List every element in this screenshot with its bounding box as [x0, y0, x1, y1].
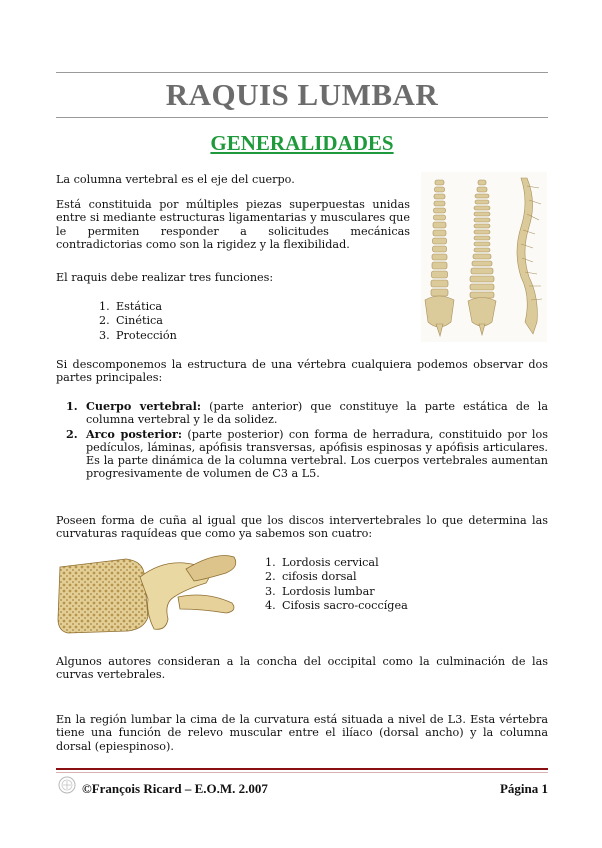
header-rule-top	[56, 72, 548, 73]
term-cuerpo-vertebral: Cuerpo vertebral:	[86, 399, 201, 413]
vertebra-illustration	[56, 547, 240, 639]
page-title: RAQUIS LUMBAR	[165, 77, 439, 112]
footer-logo	[58, 776, 76, 794]
section-heading: GENERALIDADES	[210, 131, 394, 155]
paragraph-vertebra-parts: Si descomponemos la estructura de una vértebra cualquiera podemos observar dos partes principales:	[56, 358, 548, 385]
list-item: 1. Cuerpo vertebral: (parte anterior) que constituye la parte estática de la columna vertebral y le da solidez.	[66, 399, 549, 427]
vertebra-image	[56, 547, 240, 639]
footer-rule	[56, 768, 548, 770]
paragraph-wedge-shape: Poseen forma de cuña al igual que los discos intervertebrales lo que determina las curvaturas raquídeas que como ya sabemos son cuatro:	[56, 514, 548, 541]
list-item: 3. Lordosis lumbar	[265, 584, 375, 598]
seal-icon	[58, 776, 76, 794]
page-number: Página 1	[499, 781, 548, 796]
term-arco-posterior: Arco posterior:	[86, 426, 183, 441]
footer-copyright: ©François Ricard – E.O.M. 2.007	[82, 781, 268, 796]
list-item: 4. Cifosis sacro-coccígea	[265, 599, 408, 613]
footer-rule-thin	[56, 772, 548, 773]
paragraph-intro: La columna vertebral es el eje del cuerpo.	[56, 173, 295, 186]
vertebra-parts-list	[66, 400, 548, 482]
list-item: 2. Cinética	[99, 314, 163, 328]
spine-illustration	[421, 172, 547, 342]
paragraph-occipital: Algunos autores consideran a la concha del occipital como la culminación de las curvas vertebrales.	[56, 655, 548, 682]
functions-list	[99, 300, 349, 343]
paragraph-lumbar-region: En la región lumbar la cima de la curvatura está situada a nivel de L3. Esta vértebra tiene una función de relevo muscular entre el ilíaco (dorsal ancho) y la columna dorsal (epiespinoso).	[56, 713, 548, 753]
list-item: 1. Lordosis cervical	[265, 556, 379, 569]
paragraph-functions-intro: El raquis debe realizar tres funciones:	[56, 271, 274, 284]
list-item: 3. Protección	[99, 328, 177, 342]
header-rule-bottom	[56, 117, 548, 118]
list-item: 1. Estática	[99, 300, 163, 313]
paragraph-constitution: Está constituida por múltiples piezas superpuestas unidas entre si mediante estructuras ligamentarias y musculares que le permiten responder a solicitudes mecánicas contradictorias como son la rigidez y la flexibilidad.	[56, 198, 410, 251]
list-item: 2. cifosis dorsal	[265, 570, 357, 584]
list-item: 2. Arco posterior: (parte posterior) con forma de herradura, constituido por los pedículos, láminas, apófisis transversas, apófisis espinosas y apófisis articulares. Es la parte dinámica de la columna vertebral. Los cuerpos vertebrales aumentan progresivamente de volumen de C3 a L5.	[66, 426, 548, 481]
spine-image	[421, 172, 547, 342]
curvatures-list	[265, 556, 525, 614]
